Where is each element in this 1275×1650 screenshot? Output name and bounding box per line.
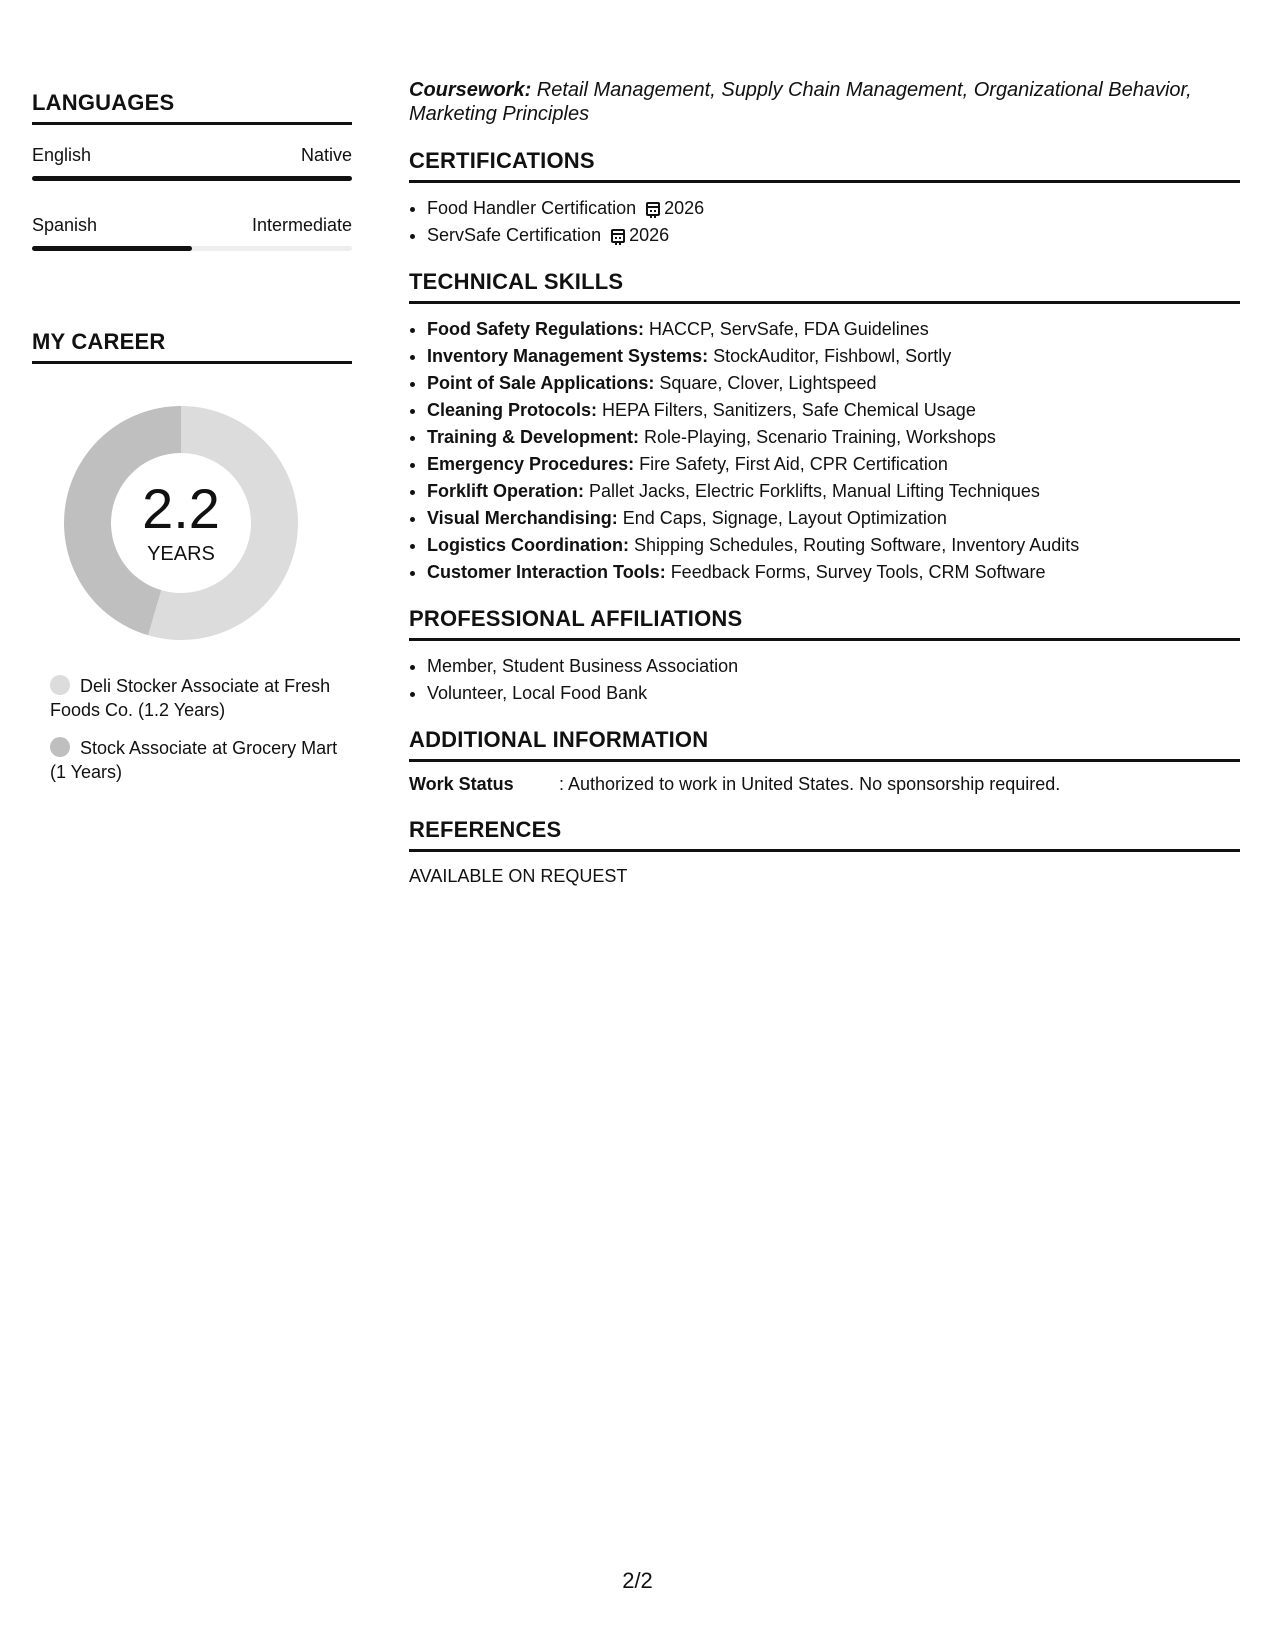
skill-text: Pallet Jacks, Electric Forklifts, Manual Lifting Techniques	[584, 481, 1040, 501]
language-item	[32, 215, 352, 251]
skill-text: Feedback Forms, Survey Tools, CRM Software	[665, 562, 1046, 582]
list-item	[427, 343, 1240, 370]
list-item: • Volunteer, Local Food Bank	[427, 680, 1240, 707]
affiliations-list	[409, 653, 1240, 707]
skill-text: Role-Playing, Scenario Training, Workshops	[639, 427, 996, 447]
coursework-text: Retail Management, Supply Chain Management, Organizational Behavior, Marketing Principles	[409, 79, 1192, 125]
calendar-icon	[646, 202, 660, 216]
skills-list	[409, 316, 1240, 586]
skill-text: End Caps, Signage, Layout Optimization	[617, 508, 947, 528]
work-status-label: Work Status	[409, 774, 514, 794]
right-column	[409, 78, 1240, 887]
list-item	[427, 222, 1240, 249]
list-item	[427, 316, 1240, 343]
list-item: • Member, Student Business Association	[427, 653, 1240, 680]
legend-dot-icon	[50, 675, 70, 695]
skill-label: Point of Sale Applications:	[427, 373, 655, 393]
skill-label: Logistics Coordination:	[427, 535, 629, 555]
list-item	[427, 559, 1240, 586]
skill-label: Visual Merchandising:	[427, 508, 618, 528]
calendar-icon	[611, 229, 625, 243]
certifications-title: CERTIFICATIONS	[409, 148, 1240, 183]
skill-label: Training & Development:	[427, 427, 640, 447]
language-name: Spanish	[32, 215, 98, 235]
references-text: AVAILABLE ON REQUEST	[409, 866, 628, 886]
affiliations-title: PROFESSIONAL AFFILIATIONS	[409, 606, 1240, 641]
work-status-row	[409, 774, 1240, 795]
career-total-unit: YEARS	[147, 542, 215, 565]
skill-label: Inventory Management Systems:	[427, 346, 709, 366]
language-proficiency-bar	[32, 176, 352, 181]
list-item	[427, 532, 1240, 559]
references-title: REFERENCES	[409, 817, 1240, 852]
language-proficiency-bar	[32, 246, 352, 251]
career-total-value: 2.2	[142, 476, 220, 540]
skill-label: Cleaning Protocols:	[427, 400, 598, 420]
language-item	[32, 145, 352, 181]
skill-label: Emergency Procedures:	[427, 454, 635, 474]
coursework-label: Coursework:	[409, 79, 532, 101]
additional-info-title: ADDITIONAL INFORMATION	[409, 727, 1240, 762]
certification-year: 2026	[629, 225, 670, 245]
legend-item	[50, 674, 352, 722]
list-item	[427, 397, 1240, 424]
list-item	[427, 478, 1240, 505]
certifications-list	[409, 195, 1240, 249]
left-column	[32, 90, 352, 798]
skill-text: HACCP, ServSafe, FDA Guidelines	[644, 319, 929, 339]
list-item	[427, 451, 1240, 478]
skills-title: TECHNICAL SKILLS	[409, 269, 1240, 304]
career-donut-chart	[56, 398, 306, 648]
page-number: 2/2	[622, 1568, 653, 1593]
list-item	[427, 370, 1240, 397]
language-level: Native	[300, 145, 352, 165]
skill-label: Food Safety Regulations:	[427, 319, 645, 339]
certification-name: ServSafe Certification	[427, 225, 602, 245]
skill-text: Fire Safety, First Aid, CPR Certification	[634, 454, 948, 474]
skill-label: Customer Interaction Tools:	[427, 562, 666, 582]
legend-dot-icon	[50, 737, 70, 757]
legend-label: Stock Associate at Grocery Mart (1 Years)	[50, 738, 338, 782]
skill-text: StockAuditor, Fishbowl, Sortly	[708, 346, 952, 366]
skill-text: Square, Clover, Lightspeed	[654, 373, 877, 393]
work-status-text: : Authorized to work in United States. No sponsorship required.	[559, 774, 1061, 794]
language-name: English	[32, 145, 92, 165]
list-item	[427, 195, 1240, 222]
language-proficiency-fill	[32, 176, 352, 181]
career-legend	[50, 674, 352, 784]
skill-text: Shipping Schedules, Routing Software, Inventory Audits	[629, 535, 1080, 555]
legend-label: Deli Stocker Associate at Fresh Foods Co. (1.2 Years)	[50, 676, 331, 720]
legend-item	[50, 736, 352, 784]
career-title: MY CAREER	[32, 329, 352, 364]
skill-text: HEPA Filters, Sanitizers, Safe Chemical Usage	[597, 400, 976, 420]
skill-label: Forklift Operation:	[427, 481, 584, 501]
certification-name: Food Handler Certification	[427, 198, 637, 218]
list-item	[427, 505, 1240, 532]
language-level: Intermediate	[251, 215, 352, 235]
certification-year: 2026	[664, 198, 705, 218]
languages-title: LANGUAGES	[32, 90, 352, 125]
coursework	[409, 78, 1240, 126]
language-proficiency-fill	[32, 246, 192, 251]
list-item	[427, 424, 1240, 451]
